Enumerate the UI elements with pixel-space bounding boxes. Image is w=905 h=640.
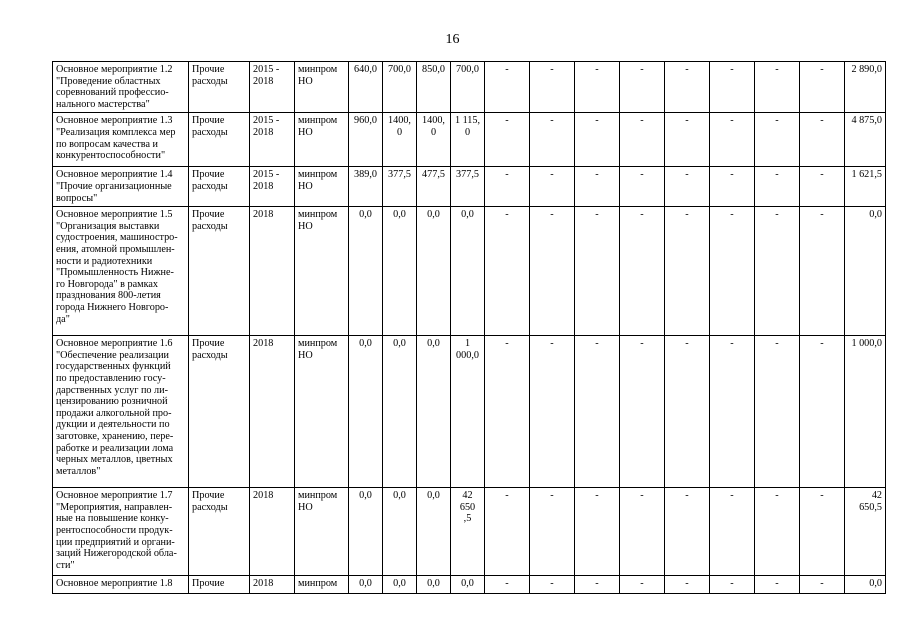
empty-value-cell: - [575, 62, 620, 113]
activity-name-cell: Основное мероприятие 1.8 [53, 576, 189, 594]
amount-cell-3: 0,0 [417, 576, 451, 594]
table-row [53, 488, 886, 576]
amount-cell-1: 389,0 [349, 167, 383, 207]
amount-cell-4: 42 650 ,5 [451, 488, 485, 576]
amount-cell-2: 0,0 [383, 576, 417, 594]
amount-cell-2: 1400,0 [383, 113, 417, 167]
empty-value-cell: - [485, 113, 530, 167]
amount-cell-2: 377,5 [383, 167, 417, 207]
amount-cell-3: 477,5 [417, 167, 451, 207]
empty-value-cell: - [575, 488, 620, 576]
empty-value-cell: - [620, 113, 665, 167]
empty-value-cell: - [575, 576, 620, 594]
table-row [53, 113, 886, 167]
table-row [53, 207, 886, 336]
empty-value-cell: - [620, 336, 665, 488]
empty-value-cell: - [710, 488, 755, 576]
empty-value-cell: - [530, 167, 575, 207]
empty-value-cell: - [710, 62, 755, 113]
executor-cell: минпром НО [295, 488, 349, 576]
table-row [53, 62, 886, 113]
empty-value-cell: - [485, 207, 530, 336]
total-cell: 1 000,0 [845, 336, 886, 488]
amount-cell-2: 700,0 [383, 62, 417, 113]
empty-value-cell: - [485, 167, 530, 207]
program-activities-table [52, 61, 886, 594]
empty-value-cell: - [665, 336, 710, 488]
empty-value-cell: - [530, 488, 575, 576]
empty-value-cell: - [755, 207, 800, 336]
executor-cell: минпром НО [295, 113, 349, 167]
empty-value-cell: - [710, 576, 755, 594]
amount-cell-1: 0,0 [349, 576, 383, 594]
activity-name-cell: Основное мероприятие 1.5 "Организация выставки судостроения, машиностро- ения, атомной промышлен- ности и радиотехники "Промышленность Нижне- го Новгорода" в рамках празднования 800-летия города Нижнего Новгоро- да" [53, 207, 189, 336]
expense-type-cell: Прочие расходы [189, 62, 250, 113]
amount-cell-4: 1 115, 0 [451, 113, 485, 167]
empty-value-cell: - [620, 207, 665, 336]
empty-value-cell: - [530, 576, 575, 594]
empty-value-cell: - [710, 113, 755, 167]
total-cell: 4 875,0 [845, 113, 886, 167]
empty-value-cell: - [665, 113, 710, 167]
years-cell: 2015 - 2018 [250, 62, 295, 113]
empty-value-cell: - [620, 167, 665, 207]
amount-cell-3: 850,0 [417, 62, 451, 113]
total-cell: 42 650,5 [845, 488, 886, 576]
executor-cell: минпром НО [295, 207, 349, 336]
activity-name-cell: Основное мероприятие 1.7 "Мероприятия, направлен- ные на повышение конку- рентоспособности продук- ции предприятий и органи- заций Нижегородской обла- сти" [53, 488, 189, 576]
executor-cell: минпром НО [295, 62, 349, 113]
expense-type-cell: Прочие [189, 576, 250, 594]
empty-value-cell: - [755, 576, 800, 594]
empty-value-cell: - [665, 488, 710, 576]
executor-cell: минпром НО [295, 336, 349, 488]
amount-cell-1: 0,0 [349, 336, 383, 488]
empty-value-cell: - [665, 167, 710, 207]
empty-value-cell: - [665, 62, 710, 113]
amount-cell-4: 377,5 [451, 167, 485, 207]
expense-type-cell: Прочие расходы [189, 167, 250, 207]
empty-value-cell: - [530, 336, 575, 488]
amount-cell-4: 0,0 [451, 576, 485, 594]
empty-value-cell: - [755, 336, 800, 488]
empty-value-cell: - [710, 207, 755, 336]
empty-value-cell: - [800, 113, 845, 167]
empty-value-cell: - [575, 167, 620, 207]
empty-value-cell: - [710, 167, 755, 207]
empty-value-cell: - [755, 488, 800, 576]
empty-value-cell: - [620, 62, 665, 113]
years-cell: 2015 - 2018 [250, 113, 295, 167]
empty-value-cell: - [485, 336, 530, 488]
empty-value-cell: - [575, 113, 620, 167]
empty-value-cell: - [710, 336, 755, 488]
empty-value-cell: - [800, 488, 845, 576]
page-number: 16 [445, 32, 460, 47]
activity-name-cell: Основное мероприятие 1.4 "Прочие организационные вопросы" [53, 167, 189, 207]
empty-value-cell: - [800, 336, 845, 488]
empty-value-cell: - [755, 113, 800, 167]
amount-cell-2: 0,0 [383, 207, 417, 336]
years-cell: 2015 - 2018 [250, 167, 295, 207]
amount-cell-1: 0,0 [349, 488, 383, 576]
activity-name-cell: Основное мероприятие 1.6 "Обеспечение реализации государственных функций по предоставлению госу- дарственных услуг по ли- цензированию розничной продажи алкогольной про- дукции и деятельности по заготовке, хранению, пере- работке и реализации лома черных металлов, цветных металлов" [53, 336, 189, 488]
empty-value-cell: - [485, 576, 530, 594]
amount-cell-1: 960,0 [349, 113, 383, 167]
empty-value-cell: - [665, 207, 710, 336]
empty-value-cell: - [620, 576, 665, 594]
empty-value-cell: - [485, 488, 530, 576]
expense-type-cell: Прочие расходы [189, 488, 250, 576]
years-cell: 2018 [250, 336, 295, 488]
empty-value-cell: - [530, 207, 575, 336]
amount-cell-4: 700,0 [451, 62, 485, 113]
total-cell: 2 890,0 [845, 62, 886, 113]
empty-value-cell: - [620, 488, 665, 576]
activity-name-cell: Основное мероприятие 1.3 "Реализация комплекса мер по вопросам качества и конкурентоспособности" [53, 113, 189, 167]
amount-cell-3: 0,0 [417, 207, 451, 336]
empty-value-cell: - [755, 167, 800, 207]
empty-value-cell: - [800, 62, 845, 113]
total-cell: 0,0 [845, 207, 886, 336]
empty-value-cell: - [755, 62, 800, 113]
executor-cell: минпром НО [295, 167, 349, 207]
table-row [53, 167, 886, 207]
table-row [53, 336, 886, 488]
amount-cell-1: 640,0 [349, 62, 383, 113]
expense-type-cell: Прочие расходы [189, 336, 250, 488]
empty-value-cell: - [800, 576, 845, 594]
amount-cell-2: 0,0 [383, 336, 417, 488]
total-cell: 0,0 [845, 576, 886, 594]
years-cell: 2018 [250, 488, 295, 576]
empty-value-cell: - [575, 207, 620, 336]
empty-value-cell: - [800, 207, 845, 336]
empty-value-cell: - [575, 336, 620, 488]
empty-value-cell: - [530, 62, 575, 113]
amount-cell-1: 0,0 [349, 207, 383, 336]
table-row [53, 576, 886, 594]
empty-value-cell: - [530, 113, 575, 167]
years-cell: 2018 [250, 576, 295, 594]
expense-type-cell: Прочие расходы [189, 207, 250, 336]
amount-cell-2: 0,0 [383, 488, 417, 576]
empty-value-cell: - [665, 576, 710, 594]
amount-cell-4: 0,0 [451, 207, 485, 336]
amount-cell-3: 0,0 [417, 488, 451, 576]
empty-value-cell: - [800, 167, 845, 207]
activity-name-cell: Основное мероприятие 1.2 "Проведение областных соревнований профессио- нального мастерства" [53, 62, 189, 113]
years-cell: 2018 [250, 207, 295, 336]
amount-cell-3: 0,0 [417, 336, 451, 488]
total-cell: 1 621,5 [845, 167, 886, 207]
expense-type-cell: Прочие расходы [189, 113, 250, 167]
empty-value-cell: - [485, 62, 530, 113]
amount-cell-4: 1 000,0 [451, 336, 485, 488]
amount-cell-3: 1400,0 [417, 113, 451, 167]
executor-cell: минпром [295, 576, 349, 594]
